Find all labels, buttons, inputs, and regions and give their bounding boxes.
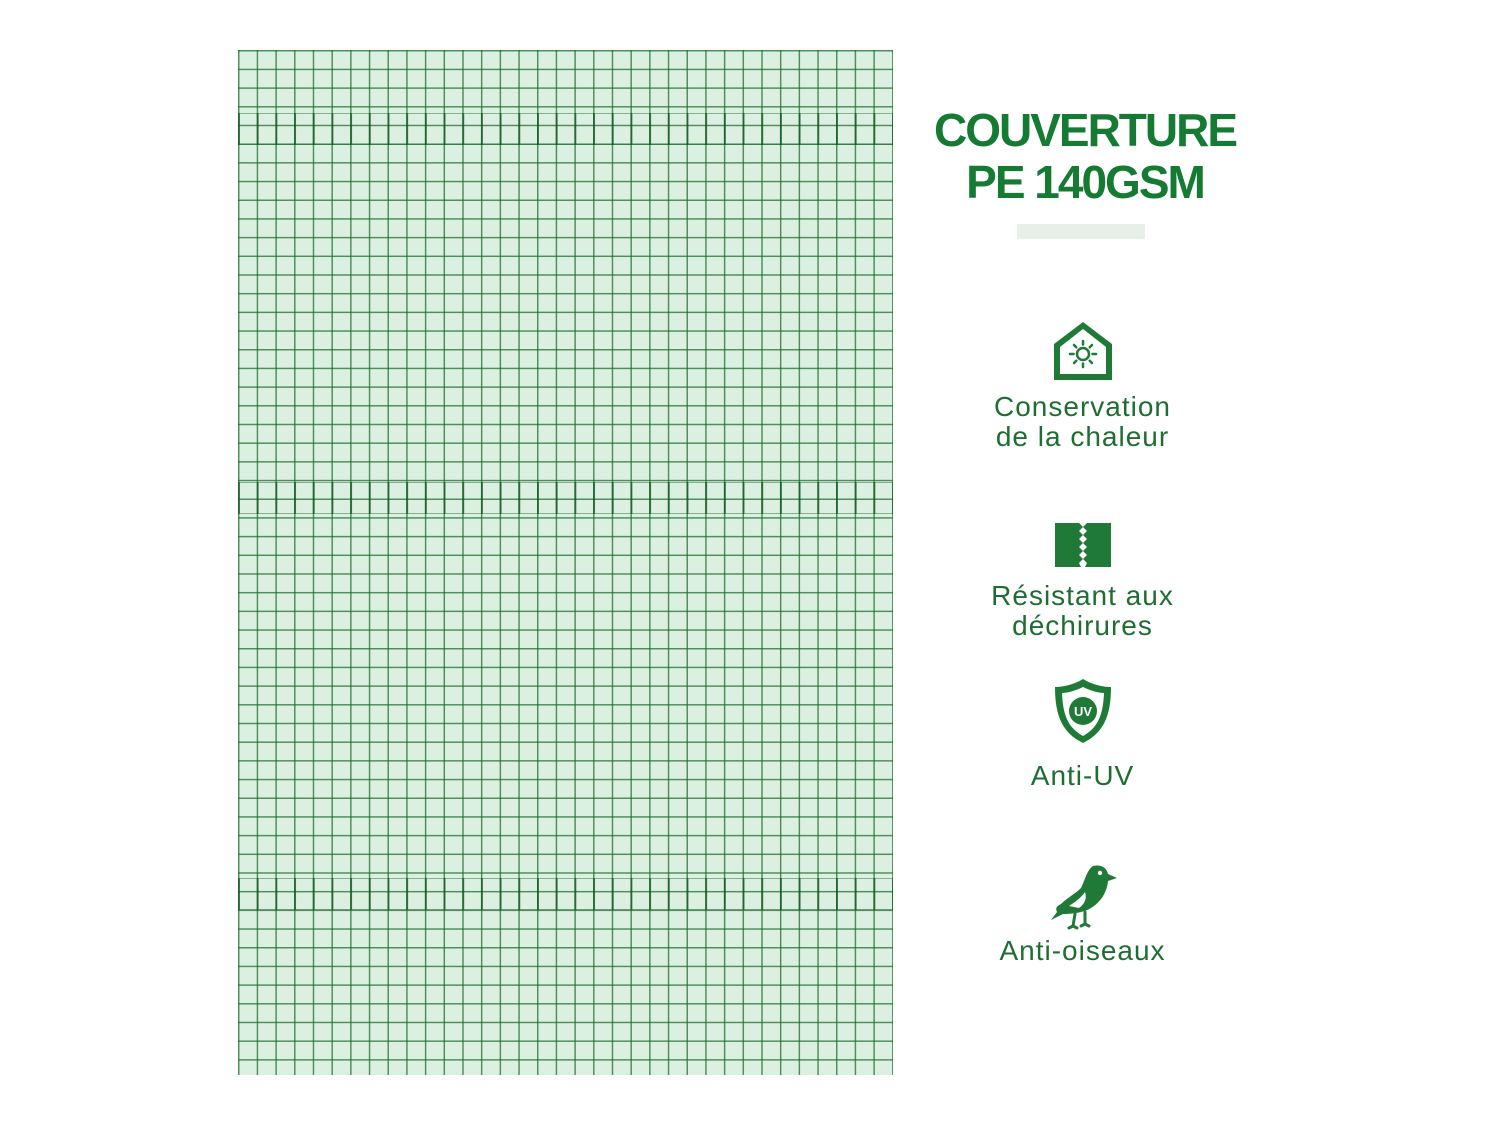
product-title — [905, 104, 1265, 208]
title-divider — [1017, 224, 1145, 239]
mesh-seam-bottom — [238, 878, 893, 910]
greenhouse-sun-icon — [1052, 320, 1114, 382]
mesh-fabric-image — [238, 50, 893, 1075]
feature-anti-uv-label — [960, 761, 1205, 791]
feature-anti-birds-label — [960, 936, 1205, 966]
title-line-1: COUVERTURE — [933, 104, 1237, 156]
mesh-seam-middle — [238, 482, 893, 514]
feature-heat-conservation-line1: Conservation — [994, 391, 1171, 422]
bird-icon — [1045, 862, 1121, 930]
feature-tear-resistant-line1: Résistant aux — [991, 580, 1174, 611]
feature-tear-resistant-label — [960, 581, 1205, 641]
tear-resistant-icon — [1055, 523, 1111, 567]
feature-heat-conservation-line2: de la chaleur — [995, 421, 1170, 452]
svg-text:UV: UV — [1073, 704, 1092, 719]
uv-shield-icon — [1053, 677, 1113, 745]
title-line-2: PE 140GSM — [966, 156, 1204, 208]
feature-anti-uv — [960, 677, 1205, 791]
feature-tear-resistant — [960, 523, 1205, 641]
mesh-seam-top — [238, 113, 893, 145]
feature-anti-birds — [960, 862, 1205, 966]
feature-heat-conservation — [960, 320, 1205, 452]
feature-tear-resistant-line2: déchirures — [1012, 610, 1153, 641]
feature-heat-conservation-label — [960, 392, 1205, 452]
feature-anti-birds-line1: Anti-oiseaux — [999, 935, 1166, 966]
feature-anti-uv-line1: Anti-UV — [1030, 760, 1135, 791]
